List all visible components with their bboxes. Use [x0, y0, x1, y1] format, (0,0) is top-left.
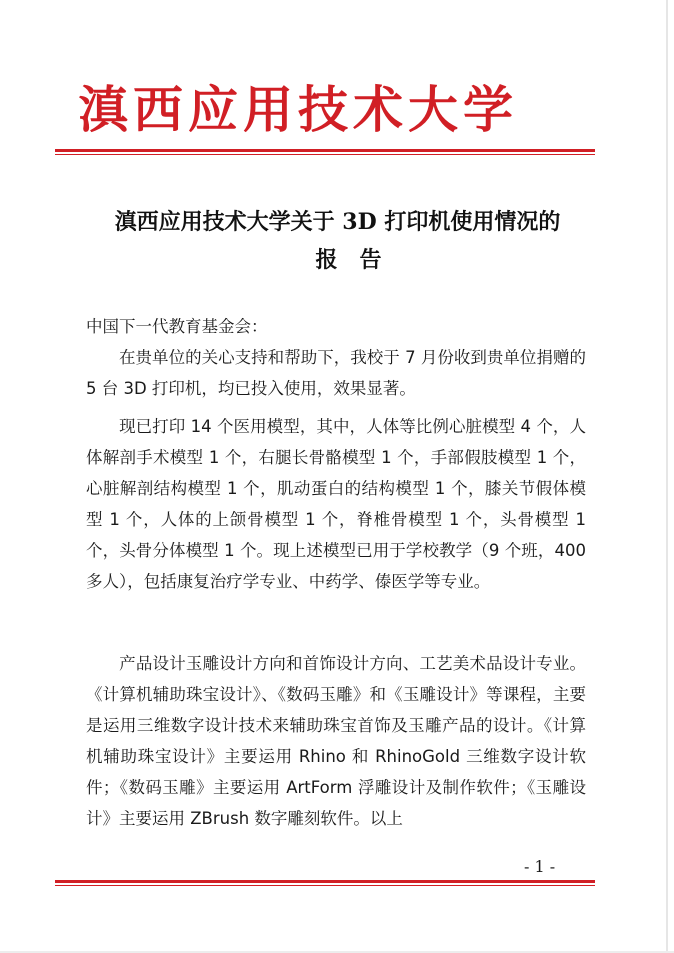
document-title-line-1: 滇西应用技术大学关于 3D 打印机使用情况的: [114, 209, 561, 235]
footer-rule-thick: [55, 880, 595, 883]
masthead-rule-thick: [55, 149, 595, 152]
paragraph-1: [86, 342, 586, 404]
scan-edge: [666, 0, 668, 953]
document-title-line-2: 报告: [315, 247, 404, 273]
footer-rule-thin: [55, 885, 595, 886]
paragraph-1-text: 在贵单位的关心支持和帮助下，我校于 7 月份收到贵单位捐赠的 5 台 3D 打印机，均已投入使用，效果显著。: [86, 348, 586, 398]
paragraph-2: [86, 411, 586, 597]
paragraph-2-text: 现已打印 14 个医用模型，其中，人体等比例心脏模型 4 个，人体解剖手术模型 1 个，右腿长骨骼模型 1 个，手部假肢模型 1 个，心脏解剖结构模型 1 个，肌动蛋白的结构模型 1 个，膝关节假体模型 1 个，人体的上颌骨模型 1 个，脊椎骨模型 1 个，头骨模型 1 个，头骨分体模型 1 个。现上述模型已用于学校教学（9 个班，400 多人），包括康复治疗学专业、中药学、傣医学等专业。: [86, 417, 586, 591]
paragraph-3: [86, 648, 586, 834]
salutation: 中国下一代教育基金会：: [86, 317, 268, 336]
paragraph-3-text: 产品设计玉雕设计方向和首饰设计方向、工艺美术品设计专业。《计算机辅助珠宝设计》、《数码玉雕》和《玉雕设计》等课程，主要是运用三维数字设计技术来辅助珠宝首饰及玉雕产品的设计。《计算机辅助珠宝设计》主要运用 Rhino 和 RhinoGold 三维数字设计软件；《数码玉雕》主要运用 ArtForm 浮雕设计及制作软件；《玉雕设计》主要运用 ZBrush 数字雕刻软件。以上: [86, 654, 586, 828]
masthead-rule-thin: [55, 154, 595, 155]
page-number: - 1 -: [524, 857, 556, 876]
masthead-title: 滇西应用技术大学: [78, 80, 518, 139]
